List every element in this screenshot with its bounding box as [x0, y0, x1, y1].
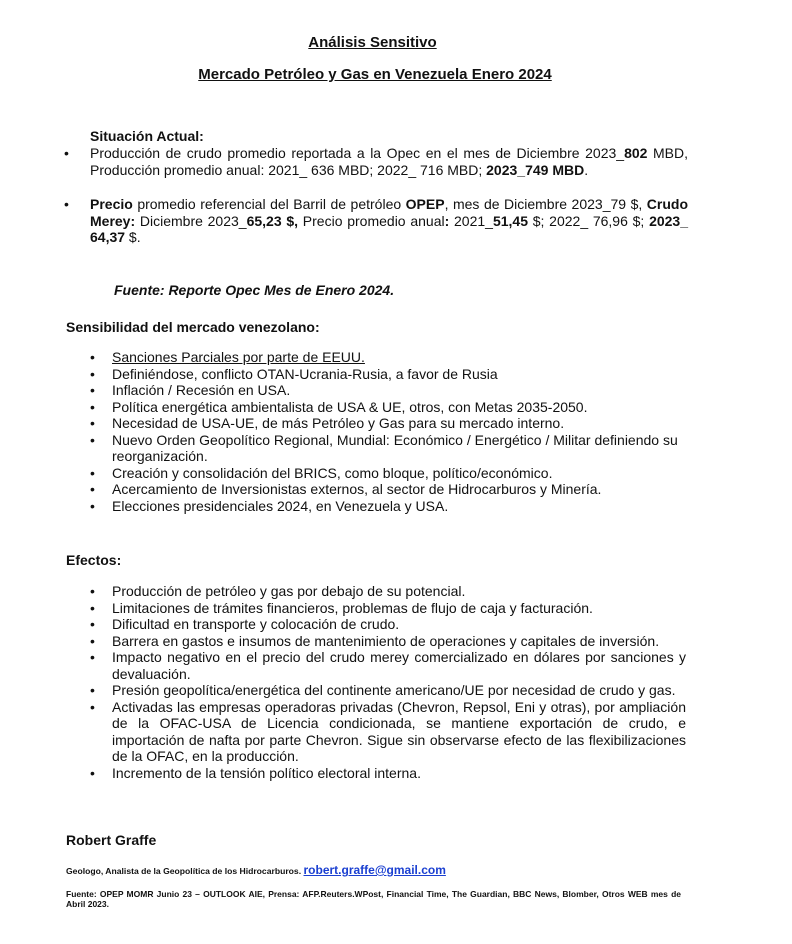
sensibilidad-item-text: Nuevo Orden Geopolítico Regional, Mundial: Económico / Energético / Militar definiendo su reorganización. [112, 431, 678, 464]
efectos-list [90, 583, 686, 781]
precio-bold-c: Crudo Merey: [90, 196, 688, 229]
list-item [90, 583, 686, 600]
list-item [90, 415, 690, 432]
author-name: Robert Graffe [66, 832, 157, 848]
precio-text-f: $; 2022_ 76,96 $; [528, 212, 650, 229]
efectos-heading: Efectos: [66, 552, 122, 568]
efectos-item-text: Limitaciones de trámites financieros, problemas de flujo de caja y facturación. [112, 599, 593, 616]
situacion-item-produccion [64, 145, 688, 178]
efectos-item-text: Barrera en gastos e insumos de mantenimiento de operaciones y capitales de inversión. [112, 632, 660, 649]
list-item [90, 600, 686, 617]
list-item [90, 465, 690, 482]
list-item [90, 616, 686, 633]
sensibilidad-item-text: Política energética ambientalista de USA & UE, otros, con Metas 2035-2050. [112, 398, 588, 415]
produccion-bold-a: 802 [624, 145, 648, 161]
efectos-item-text: Presión geopolítica/energética del continente americano/UE por necesidad de crudo y gas. [112, 682, 676, 698]
fuente-reporte: Fuente: Reporte Opec Mes de Enero 2024. [114, 282, 395, 298]
list-item [90, 366, 690, 383]
sensibilidad-item-text: Acercamiento de Inversionistas externos, al sector de Hidrocarburos y Minería. [112, 481, 602, 497]
author-role-line [66, 862, 446, 880]
document-title: Análisis Sensitivo [308, 34, 437, 51]
document-subtitle: Mercado Petróleo y Gas en Venezuela Enero 2024 [198, 66, 552, 83]
list-item [90, 399, 690, 416]
efectos-item-text: Producción de petróleo y gas por debajo de su potencial. [112, 583, 466, 599]
precio-text-d: Precio promedio anual [298, 212, 445, 229]
produccion-bold-b: 2023_749 MBD [486, 161, 585, 178]
precio-bold-f: 51,45 [492, 212, 528, 229]
list-item [90, 481, 690, 498]
situacion-heading-text: Situación Actual: [90, 128, 204, 144]
list-item [90, 382, 690, 399]
situacion-item-precio [64, 196, 688, 246]
author-email-link[interactable]: robert.graffe@gmail.com [303, 863, 446, 877]
efectos-item-text: Activadas las empresas operadoras privadas (Chevron, Repsol, Eni y otras), por ampliación de la OFAC-USA de Licencia condicionada, se mantiene exportación de crudo, e importación de nafta por parte Chevron. Sigue sin observarse efecto de las flexibilizaciones de la OFAC, en la producción. [112, 698, 686, 764]
precio-text-e: 2021_ [449, 212, 493, 229]
list-item [90, 349, 690, 366]
efectos-item-text: Impacto negativo en el precio del crudo merey comercializado en dólares por sanciones y devaluación. [112, 649, 686, 682]
produccion-text-c: . [584, 161, 589, 178]
list-item [90, 432, 690, 465]
sensibilidad-list [90, 349, 690, 514]
sensibilidad-item-text: Inflación / Recesión en USA. [112, 382, 291, 398]
precio-bold-d: 65,23 $, [246, 212, 299, 229]
precio-bold-e: : [444, 212, 450, 229]
list-item [90, 682, 686, 699]
list-item [90, 633, 686, 650]
sensibilidad-heading: Sensibilidad del mercado venezolano: [66, 319, 320, 335]
author-role: Geologo, Analista de la Geopolítica de los Hidrocarburos. [66, 866, 304, 876]
precio-text-b: , mes de Diciembre 2023_79 $, [444, 196, 647, 212]
precio-bold-b: OPEP [405, 196, 445, 212]
list-item [90, 699, 686, 765]
produccion-text-b: MBD, Producción promedio anual: 2021_ 636 MBD; 2022_ 716 MBD; [90, 145, 689, 178]
situacion-list [64, 145, 688, 246]
precio-text-g: $. [125, 229, 141, 245]
list-item [90, 498, 690, 515]
sensibilidad-item-text: Necesidad de USA-UE, de más Petróleo y Gas para su mercado interno. [112, 415, 565, 431]
sensibilidad-item-text: Elecciones presidenciales 2024, en Venezuela y USA. [112, 497, 449, 514]
precio-bold-g: 2023_ 64,37 [90, 212, 688, 245]
precio-text-c: Diciembre 2023_ [135, 212, 247, 229]
efectos-item-text: Dificultad en transporte y colocación de crudo. [112, 616, 400, 632]
precio-text-a: promedio referencial del Barril de petróleo [132, 196, 406, 212]
sources-footnote: Fuente: OPEP MOMR Junio 23 – OUTLOOK AIE, Prensa: AFP.Reuters.WPost, Financial Time, The Guardian, BBC News, Blomber, Otros WEB mes de Abril 2023. [66, 889, 681, 909]
precio-bold-a: Precio [90, 196, 133, 212]
sensibilidad-item-text: Definiéndose, conflicto OTAN-Ucrania-Rusia, a favor de Rusia [112, 365, 498, 382]
sensibilidad-item-text: Sanciones Parciales por parte de EEUU. [112, 349, 365, 365]
sensibilidad-item-text: Creación y consolidación del BRICS, como bloque, político/económico. [112, 464, 553, 481]
efectos-item-text: Incremento de la tensión político electoral interna. [112, 764, 421, 781]
list-item [90, 649, 686, 682]
produccion-text-a: Producción de crudo promedio reportada a la Opec en el mes de Diciembre 2023_ [90, 145, 625, 161]
list-item [90, 765, 686, 782]
